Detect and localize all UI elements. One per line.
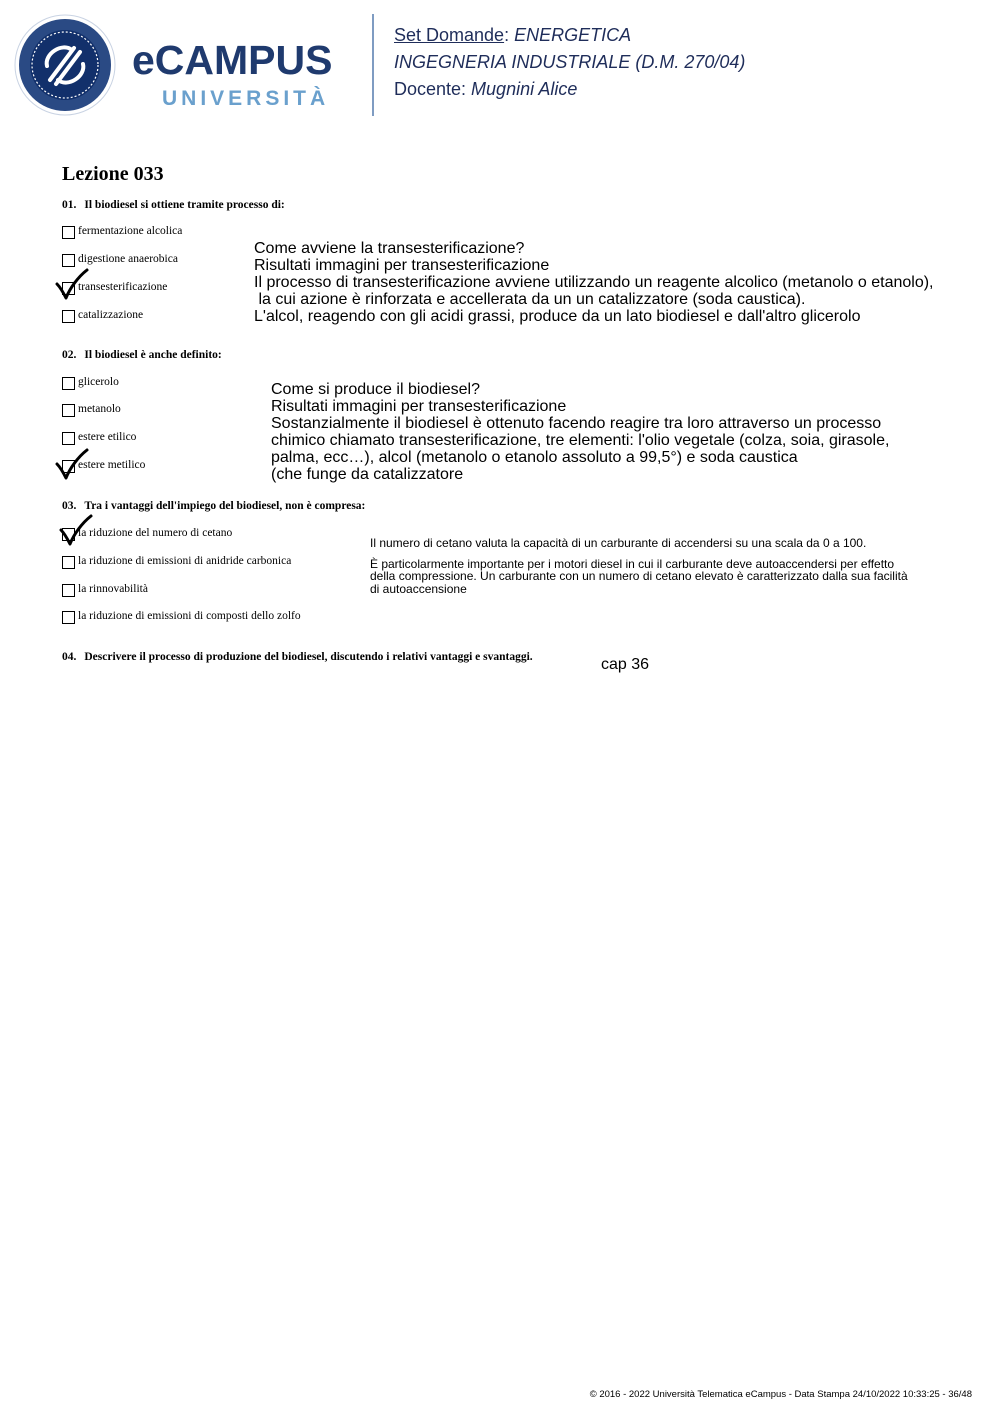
note-line: (che funge da catalizzatore bbox=[271, 466, 464, 483]
note-line: Il numero di cetano valuta la capacità di un carburante di accendersi su una scala da 0 a 100. bbox=[370, 536, 867, 550]
answer-label: glicerolo bbox=[78, 376, 119, 389]
answer-note bbox=[601, 656, 649, 673]
question-number: 02. bbox=[62, 349, 77, 361]
answer-label: la riduzione di emissioni di composti dello zolfo bbox=[78, 610, 301, 623]
question-number: 04. bbox=[62, 651, 77, 663]
answer-checkbox[interactable] bbox=[62, 432, 75, 445]
docente-name: Mugnini Alice bbox=[471, 79, 578, 99]
question-number: 03. bbox=[62, 500, 77, 512]
answer-checkbox[interactable] bbox=[62, 254, 75, 267]
answer-option[interactable] bbox=[62, 375, 119, 391]
note-line: Risultati immagini per transesterificazione bbox=[254, 257, 550, 274]
brand-subtitle: UNIVERSITÀ bbox=[162, 87, 330, 110]
docente-label: Docente: bbox=[394, 79, 472, 99]
answer-label: metanolo bbox=[78, 403, 121, 416]
answer-checkbox[interactable] bbox=[62, 611, 75, 624]
header-divider bbox=[372, 14, 374, 116]
answer-checkbox[interactable] bbox=[62, 226, 75, 239]
note-line: chimico chiamato transesterificazione, tre elementi: l'olio vegetale (colza, soia, girasole, bbox=[271, 432, 890, 449]
answer-label: la rinnovabilità bbox=[78, 583, 148, 596]
handwritten-checkmark-icon bbox=[58, 514, 94, 546]
answer-label: digestione anaerobica bbox=[78, 253, 178, 266]
set-domande-label: Set Domande bbox=[394, 25, 505, 45]
answer-option[interactable] bbox=[62, 402, 121, 418]
note-line: di autoaccensione bbox=[370, 581, 467, 596]
note-line: Risultati immagini per transesterificazione bbox=[271, 398, 567, 415]
set-domande-line bbox=[394, 26, 631, 44]
note-line: Come avviene la transesterificazione? bbox=[254, 240, 525, 257]
answer-label: la riduzione di emissioni di anidride carbonica bbox=[78, 555, 292, 568]
answer-note bbox=[271, 381, 889, 483]
question-title bbox=[62, 501, 365, 513]
note-line: L'alcol, reagendo con gli acidi grassi, produce da un lato biodiesel e dall'altro glicerolo bbox=[254, 308, 861, 325]
note-line: Sostanzialmente il biodiesel è ottenuto facendo reagire tra loro attraverso un processo bbox=[271, 415, 882, 432]
question-title bbox=[62, 350, 222, 362]
note-line: palma, ecc…), alcol (metanolo o etanolo assoluto a 99,5°) e soda caustica bbox=[271, 449, 798, 466]
question-number: 01. bbox=[62, 199, 77, 211]
lesson-title: Lezione 033 bbox=[62, 163, 164, 185]
answer-checkbox[interactable] bbox=[62, 584, 75, 597]
handwritten-checkmark-icon bbox=[54, 448, 90, 480]
answer-checkbox[interactable] bbox=[62, 556, 75, 569]
answer-label: transesterificazione bbox=[78, 281, 168, 294]
answer-label: la riduzione del numero di cetano bbox=[78, 527, 233, 540]
answer-label: estere metilico bbox=[78, 459, 146, 472]
ecampus-seal-logo bbox=[14, 14, 116, 116]
note-line: della compressione. Un carburante con un numero di cetano elevato è caratterizzato dalla sua facilità bbox=[370, 569, 908, 583]
set-domande-sep: : bbox=[504, 25, 515, 45]
answer-label: fermentazione alcolica bbox=[78, 225, 183, 238]
footer-text: © 2016 - 2022 Università Telematica eCampus - Data Stampa 24/10/2022 10:33:25 - 36/48 bbox=[589, 1389, 972, 1400]
course-line bbox=[394, 53, 745, 71]
note-line: la cui azione è rinforzata e accellerata da un un catalizzatore (soda caustica). bbox=[254, 291, 806, 308]
answer-label: catalizzazione bbox=[78, 309, 144, 322]
answer-label: estere etilico bbox=[78, 431, 137, 444]
answer-option[interactable] bbox=[62, 430, 136, 446]
answer-option[interactable] bbox=[62, 224, 182, 240]
question-title bbox=[62, 652, 533, 664]
brand-name: eCAMPUS bbox=[132, 37, 333, 83]
answer-option[interactable] bbox=[62, 582, 148, 598]
answer-option[interactable] bbox=[62, 308, 143, 324]
course-name: INGEGNERIA INDUSTRIALE (D.M. 270/04) bbox=[394, 52, 746, 72]
note-line: È particolarmente importante per i motori diesel in cui il carburante deve autoaccendersi per effetto bbox=[370, 556, 895, 571]
handwritten-checkmark-icon bbox=[54, 268, 90, 300]
answer-option[interactable] bbox=[62, 252, 178, 268]
question-text: Descrivere il processo di produzione del biodiesel, discutendo i relativi vantaggi e svantaggi. bbox=[84, 651, 533, 663]
answer-checkbox[interactable] bbox=[62, 377, 75, 390]
note-line: Come si produce il biodiesel? bbox=[271, 381, 480, 398]
question-text: Il biodiesel si ottiene tramite processo di: bbox=[84, 199, 285, 211]
answer-checkbox[interactable] bbox=[62, 404, 75, 417]
answer-note bbox=[370, 537, 908, 595]
note-line: cap 36 bbox=[601, 656, 650, 673]
answer-option[interactable] bbox=[62, 609, 301, 625]
question-title bbox=[62, 200, 285, 212]
docente-line bbox=[394, 80, 577, 98]
question-text: Tra i vantaggi dell'impiego del biodiesel, non è compresa: bbox=[84, 500, 366, 512]
answer-note bbox=[254, 240, 934, 325]
question-text: Il biodiesel è anche definito: bbox=[84, 349, 222, 361]
answer-option[interactable] bbox=[62, 554, 291, 570]
answer-checkbox[interactable] bbox=[62, 310, 75, 323]
set-domande-value: ENERGETICA bbox=[514, 25, 632, 45]
note-line: Il processo di transesterificazione avviene utilizzando un reagente alcolico (metanolo o etanolo), bbox=[254, 274, 934, 291]
